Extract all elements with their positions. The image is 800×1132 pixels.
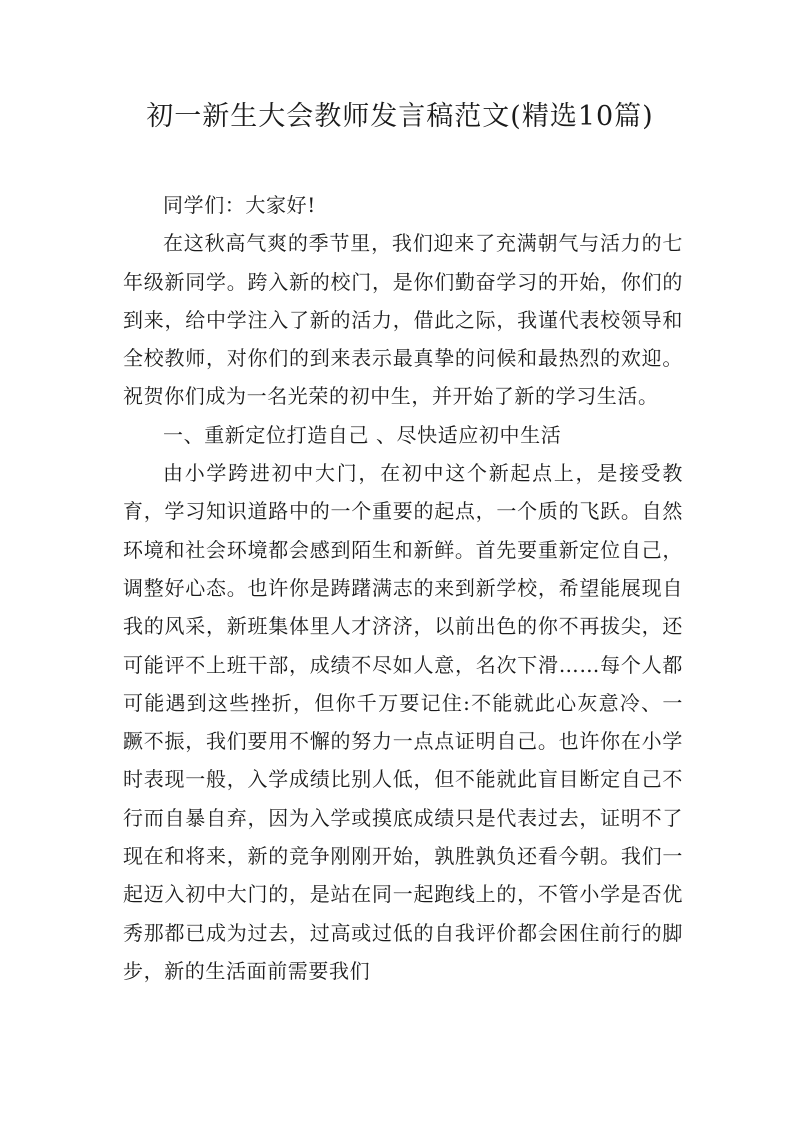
welcome-paragraph: 在这秋高气爽的季节里，我们迎来了充满朝气与活力的七年级新同学。跨入新的校门，是你们勤奋学习的开始，你们的到来，给中学注入了新的活力，借此之际，我谨代表校领导和全校教师，对你们的到来表示最真挚的问候和最热烈的欢迎。祝贺你们成为一名光荣的初中生，并开始了新的学习生活。 [123,231,683,409]
section-body-paragraph: 由小学跨进初中大门，在初中这个新起点上，是接受教育，学习知识道路中的一个重要的起点，一个质的飞跃。自然环境和社会环境都会感到陌生和新鲜。首先要重新定位自己，调整好心态。也许你是踌躇满志的来到新学校，希望能展现自我的风采，新班集体里人才济济，以前出色的你不再拔尖，还可能评不上班干部，成绩不尽如人意，名次下滑……每个人都可能遇到这些挫折，但你千万要记住:不能就此心灰意冷、一蹶不振，我们要用不懈的努力一点点证明自己。也许你在小学时表现一般，入学成绩比别人低，但不能就此盲目断定自己不行而自暴自弃，因为入学或摸底成绩只是代表过去，证明不了现在和将来，新的竞争刚刚开始，孰胜孰负还看今朝。我们一起迈入初中大门的，是站在同一起跑线上的，不管小学是否优秀那都已成为过去，过高或过低的自我评价都会困住前行的脚步，新的生活面前需要我们 [123,461,683,983]
document-body [123,186,683,990]
section-heading: 一、重新定位打造自己 、尽快适应初中生活 [163,422,562,447]
document-title: 初一新生大会教师发言稿范文(精选10篇) [146,101,654,132]
greeting-paragraph: 同学们：大家好! [163,193,316,217]
